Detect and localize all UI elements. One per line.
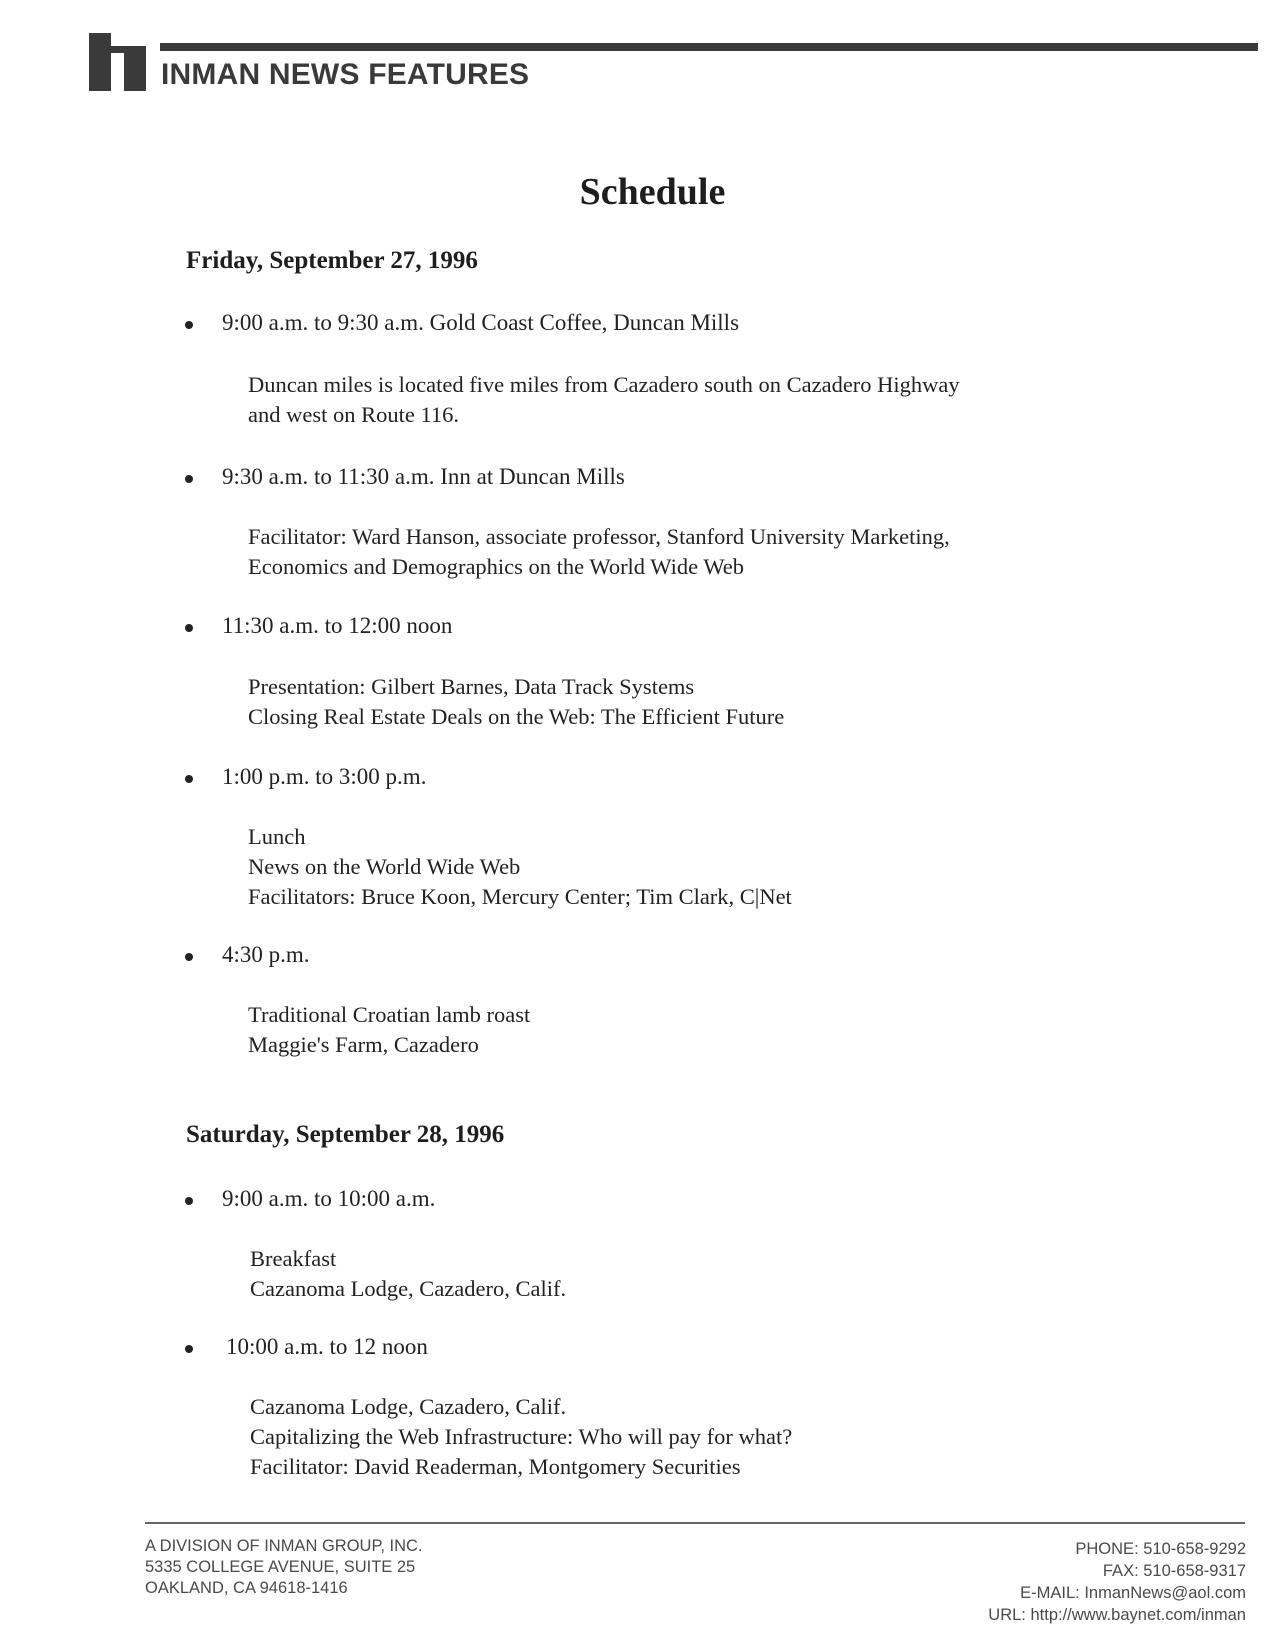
detail-line: Cazanoma Lodge, Cazadero, Calif. — [250, 1276, 567, 1301]
footer-contact — [988, 1538, 1246, 1626]
item-time: 9:00 a.m. to 9:30 a.m. Gold Coast Coffee, Duncan Mills — [222, 310, 740, 335]
item-time: 1:00 p.m. to 3:00 p.m. — [222, 764, 427, 789]
item-details — [248, 370, 960, 430]
detail-line: Facilitator: Ward Hanson, associate professor, Stanford University Marketing, — [248, 524, 950, 549]
item-time: 10:00 a.m. to 12 noon — [226, 1334, 428, 1359]
detail-line: Lunch — [248, 824, 306, 849]
footer-line: 5335 COLLEGE AVENUE, SUITE 25 — [145, 1558, 416, 1576]
detail-line: Breakfast — [250, 1246, 337, 1271]
bullet-icon — [185, 1197, 193, 1205]
item-details — [250, 1244, 566, 1304]
footer-fax: FAX: 510-658-9317 — [1102, 1562, 1246, 1580]
header-rule — [160, 43, 1258, 51]
item-details — [248, 672, 784, 732]
bullet-icon — [185, 321, 193, 329]
item-details — [248, 1000, 530, 1060]
footer-phone: PHONE: 510-658-9292 — [1075, 1540, 1246, 1558]
day-heading-friday: Friday, September 27, 1996 — [186, 247, 478, 274]
inman-i-logo-icon — [89, 33, 146, 91]
bullet-icon — [185, 775, 193, 783]
footer-email: E-MAIL: InmanNews@aol.com — [1020, 1584, 1246, 1602]
detail-line: Presentation: Gilbert Barnes, Data Track Systems — [248, 674, 695, 699]
footer-rule — [145, 1522, 1245, 1524]
item-details — [250, 1392, 792, 1482]
page-title: Schedule — [579, 171, 726, 213]
detail-line: Traditional Croatian lamb roast — [248, 1002, 531, 1027]
day-heading-saturday: Saturday, September 28, 1996 — [186, 1121, 505, 1148]
item-time: 9:30 a.m. to 11:30 a.m. Inn at Duncan Mills — [222, 464, 625, 489]
bullet-icon — [185, 624, 193, 632]
footer-line: A DIVISION OF INMAN GROUP, INC. — [145, 1537, 423, 1555]
detail-line: Duncan miles is located five miles from Cazadero south on Cazadero Highway — [248, 372, 960, 397]
brand-name: INMAN NEWS FEATURES — [161, 58, 530, 91]
detail-line: Facilitators: Bruce Koon, Mercury Center; Tim Clark, C|Net — [248, 884, 792, 909]
item-details — [248, 822, 792, 912]
detail-line: Economics and Demographics on the World Wide Web — [248, 554, 744, 579]
item-time: 11:30 a.m. to 12:00 noon — [222, 613, 453, 638]
footer-url: URL: http://www.baynet.com/inman — [988, 1606, 1246, 1624]
footer-line: OAKLAND, CA 94618-1416 — [145, 1579, 348, 1597]
bullet-icon — [185, 475, 193, 483]
detail-line: and west on Route 116. — [248, 402, 460, 427]
detail-line: Capitalizing the Web Infrastructure: Who will pay for what? — [250, 1424, 793, 1449]
bullet-icon — [185, 953, 193, 961]
detail-line: Facilitator: David Readerman, Montgomery Securities — [250, 1454, 741, 1479]
bullet-icon — [185, 1345, 193, 1353]
detail-line: Maggie's Farm, Cazadero — [248, 1032, 479, 1057]
footer-address — [145, 1536, 423, 1599]
item-time: 4:30 p.m. — [222, 942, 310, 967]
detail-line: Cazanoma Lodge, Cazadero, Calif. — [250, 1394, 567, 1419]
detail-line: News on the World Wide Web — [248, 854, 521, 879]
detail-line: Closing Real Estate Deals on the Web: The Efficient Future — [248, 704, 785, 729]
item-time: 9:00 a.m. to 10:00 a.m. — [222, 1186, 436, 1211]
item-details — [248, 522, 950, 582]
